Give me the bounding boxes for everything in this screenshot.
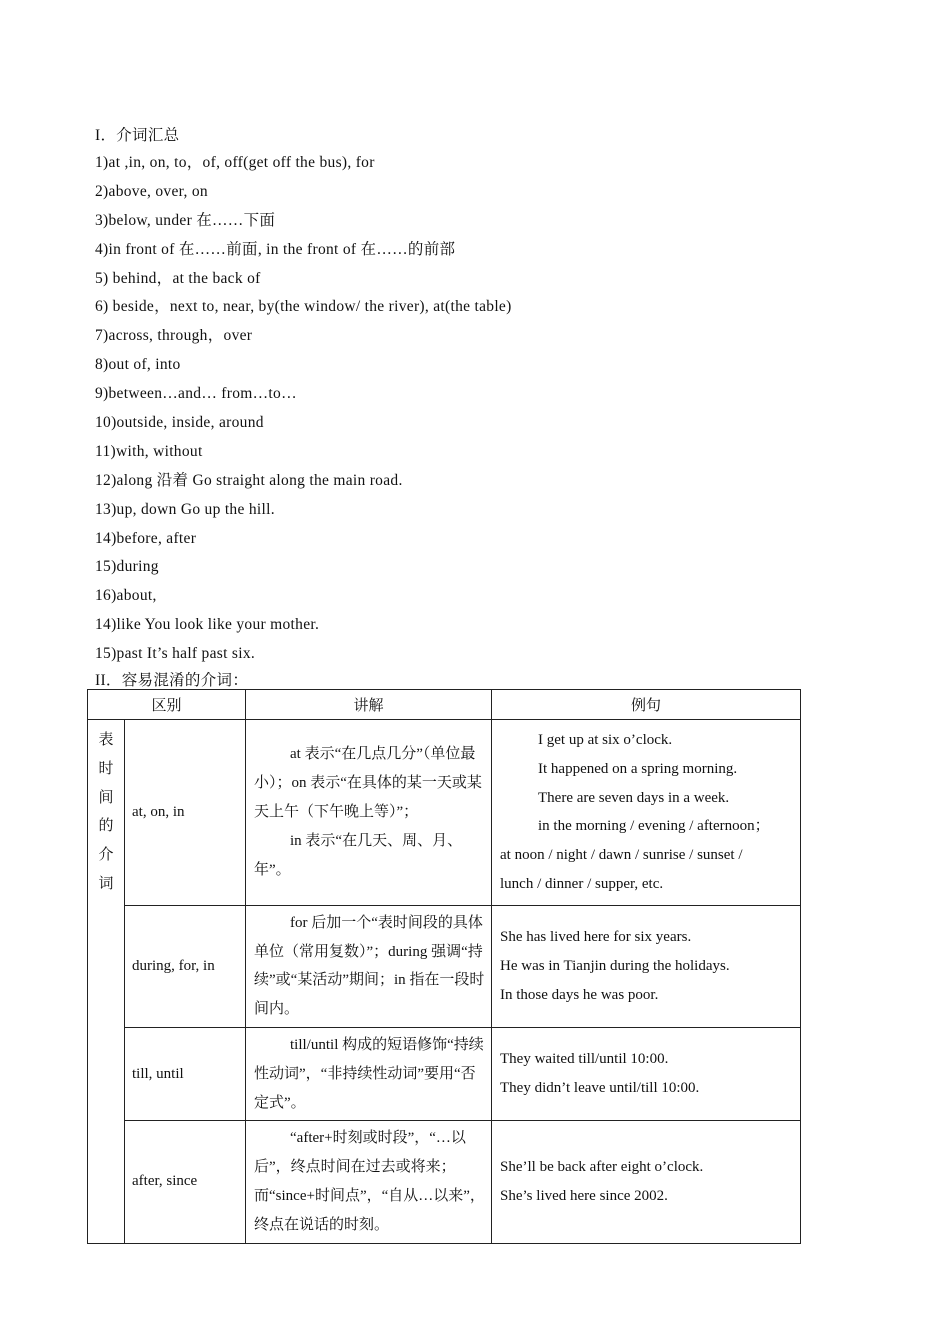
list-item: 14)before, after — [95, 529, 197, 547]
category-char: 时 — [98, 760, 114, 777]
list-item: 15)during — [95, 558, 159, 576]
category-char: 间 — [98, 789, 114, 806]
example-sentence: They waited till/until 10:00. — [500, 1051, 669, 1068]
table-row — [88, 720, 801, 906]
category-cell — [88, 720, 125, 1244]
list-item: 13)up, down Go up the hill. — [95, 500, 275, 518]
explanation-cell — [246, 720, 492, 906]
explanation-text: for 后加一个“表时间段的具体单位（常用复数）”；during 强调“持续”或“某活动”期间；in 指在一段时间内。 — [254, 914, 485, 1018]
term-cell: at, on, in — [125, 720, 246, 906]
list-item: 14)like You look like your mother. — [95, 616, 320, 634]
example-sentence: I get up at six o’clock. — [538, 732, 673, 748]
examples-cell — [492, 1121, 801, 1243]
list-item: 8)out of, into — [95, 356, 181, 374]
example-sentence: in the morning / evening / afternoon； — [538, 818, 770, 835]
explanation-text: in 表示“在几天、周、月、年”。 — [254, 832, 463, 878]
example-sentence: It happened on a spring morning. — [538, 760, 738, 777]
preposition-list — [95, 149, 512, 669]
list-item: 2)above, over, on — [95, 182, 208, 200]
list-item: 16)about, — [95, 587, 157, 605]
category-char: 的 — [98, 818, 114, 835]
list-item: 4)in front of 在……前面, in the front of 在……的前部 — [95, 240, 456, 258]
table-header-row — [88, 690, 801, 720]
header-explanation: 讲解 — [246, 690, 492, 720]
explanation-text: till/until 构成的短语修饰“持续性动词”，“非持续性动词”要用“否定式”。 — [254, 1036, 484, 1111]
term-cell: during, for, in — [125, 905, 246, 1027]
list-item: 5) behind，at the back of — [95, 269, 261, 287]
example-sentence: He was in Tianjin during the holidays. — [500, 957, 730, 974]
example-sentence: She’s lived here since 2002. — [500, 1187, 668, 1204]
example-sentence: lunch / dinner / supper, etc. — [500, 875, 664, 892]
category-char: 介 — [98, 847, 114, 864]
header-examples: 例句 — [492, 690, 801, 720]
list-item: 3)below, under 在……下面 — [95, 211, 276, 229]
explanation-cell — [246, 905, 492, 1027]
list-item: 11)with, without — [95, 442, 203, 460]
example-sentence: They didn’t leave until/till 10:00. — [500, 1080, 700, 1097]
section-heading-prepositions: I．介词汇总 — [95, 127, 180, 144]
example-sentence: She’ll be back after eight o’clock. — [500, 1159, 704, 1176]
list-item: 9)between…and… from…to… — [95, 385, 297, 403]
list-item: 7)across, through，over — [95, 327, 253, 345]
list-item: 12)along 沿着 Go straight along the main road. — [95, 471, 403, 489]
example-sentence: There are seven days in a week. — [538, 789, 730, 806]
list-item: 15)past It’s half past six. — [95, 645, 256, 663]
list-item: 10)outside, inside, around — [95, 414, 264, 432]
example-sentence: In those days he was poor. — [500, 986, 659, 1003]
example-sentence: at noon / night / dawn / sunrise / sunset / — [500, 847, 743, 864]
comparison-table — [87, 689, 801, 1244]
table-row — [88, 1121, 801, 1243]
example-sentence: She has lived here for six years. — [500, 929, 692, 946]
explanation-cell — [246, 1121, 492, 1243]
category-char: 表 — [98, 732, 114, 748]
explanation-text: “after+时刻或时段”，“…以后”，终点时间在过去或将来；而“since+时间点”，“自从…以来”，终点在说话的时刻。 — [254, 1130, 485, 1233]
table-row — [88, 1027, 801, 1120]
explanation-cell — [246, 1027, 492, 1120]
header-difference: 区别 — [88, 690, 246, 720]
category-char: 词 — [98, 875, 114, 892]
examples-cell — [492, 720, 801, 906]
term-cell: till, until — [125, 1027, 246, 1120]
table-row — [88, 905, 801, 1027]
examples-cell — [492, 905, 801, 1027]
examples-cell — [492, 1027, 801, 1120]
term-cell: after, since — [125, 1121, 246, 1243]
explanation-text: at 表示“在几点几分”（单位最小）；on 表示“在具体的某一天或某天上午（下午晚上等）”； — [254, 746, 482, 820]
section-heading-confusing-prepositions: II．容易混淆的介词： — [95, 672, 249, 689]
list-item: 1)at ,in, on, to，of, off(get off the bus), for — [95, 154, 375, 171]
list-item: 6) beside，next to, near, by(the window/ the river), at(the table) — [95, 298, 512, 316]
